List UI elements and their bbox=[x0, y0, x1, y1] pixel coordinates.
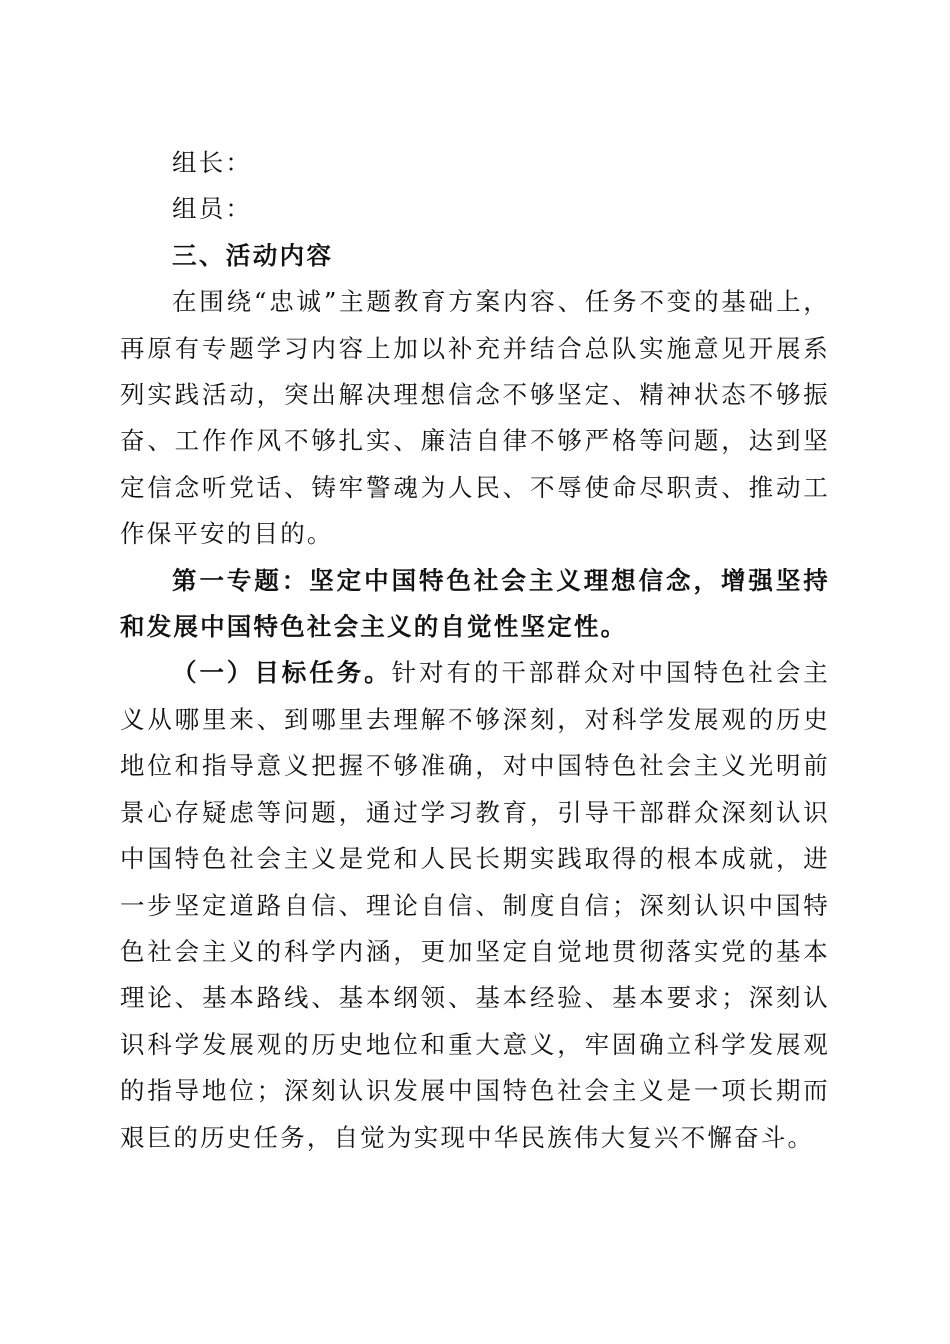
goal-paragraph bbox=[120, 650, 830, 1160]
document-body bbox=[120, 140, 830, 1161]
team-leader-line: 组长： bbox=[172, 148, 253, 177]
topic-one-paragraph: 第一专题：坚定中国特色社会主义理想信念，增强坚持和发展中国特色社会主义的自觉性坚定性。 bbox=[120, 565, 830, 642]
goal-body: 针对有的干部群众对中国特色社会主义从哪里来、到哪里去理解不够深刻，对科学发展观的历史地位和指导意义把握不够准确，对中国特色社会主义光明前景心存疑虑等问题，通过学习教育，引导干部群众深刻认识中国特色社会主义是党和人民长期实践取得的根本成就，进一步坚定道路自信、理论自信、制度自信；深刻认识中国特色社会主义的科学内涵，更加坚定自觉地贯彻落实党的基本理论、基本路线、基本纲领、基本经验、基本要求；深刻认识科学发展观的历史地位和重大意义，牢固确立科学发展观的指导地位；深刻认识发展中国特色社会主义是一项长期而艰巨的历史任务，自觉为实现中华民族伟大复兴不懈奋斗。 bbox=[120, 658, 830, 1152]
section-heading: 三、活动内容 bbox=[172, 240, 334, 270]
goal-lead: （一）目标任务。 bbox=[172, 658, 392, 688]
intro-paragraph: 在围绕“忠诚”主题教育方案内容、任务不变的基础上，再原有专题学习内容上加以补充并结合总队实施意见开展系列实践活动，突出解决理想信念不够坚定、精神状态不够振奋、工作作风不够扎实、廉洁自律不够严格等问题，达到坚定信念听党话、铸牢警魂为人民、不辱使命尽职责、推动工作保平安的目的。 bbox=[120, 287, 830, 549]
team-member-line: 组员： bbox=[172, 194, 253, 224]
